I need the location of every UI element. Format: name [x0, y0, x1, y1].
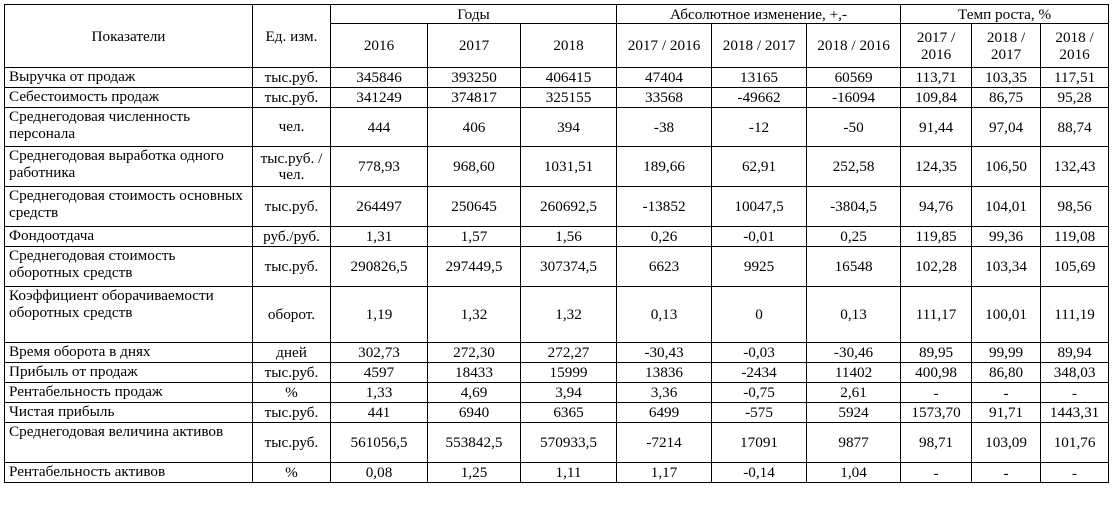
indicator-name: Время оборота в днях — [5, 343, 253, 363]
value-cell: -0,03 — [712, 343, 807, 363]
indicator-name: Себестоимость продаж — [5, 88, 253, 108]
header-rate-period: 2018 / 2017 — [972, 24, 1041, 68]
value-cell: 1,32 — [428, 287, 521, 343]
value-cell: - — [901, 463, 972, 483]
unit-cell: тыс.руб. — [253, 423, 331, 463]
value-cell: 104,01 — [972, 187, 1041, 227]
indicator-name: Коэффициент оборачиваемости оборотных средств — [5, 287, 253, 343]
value-cell: -30,43 — [617, 343, 712, 363]
value-cell: 1,57 — [428, 227, 521, 247]
header-rate-group: Темп роста, % — [901, 5, 1109, 24]
value-cell: -49662 — [712, 88, 807, 108]
value-cell: 105,69 — [1041, 247, 1109, 287]
value-cell: 1,32 — [521, 287, 617, 343]
value-cell: 394 — [521, 108, 617, 147]
value-cell: -3804,5 — [807, 187, 901, 227]
table-row — [5, 108, 1109, 147]
value-cell: 98,71 — [901, 423, 972, 463]
value-cell: 325155 — [521, 88, 617, 108]
value-cell: 111,19 — [1041, 287, 1109, 343]
value-cell: - — [1041, 383, 1109, 403]
indicator-name: Среднегодовая стоимость оборотных средств — [5, 247, 253, 287]
value-cell: 119,08 — [1041, 227, 1109, 247]
header-abs-period: 2017 / 2016 — [617, 24, 712, 68]
indicator-name: Среднегодовая выработка одного работника — [5, 147, 253, 187]
value-cell: 1573,70 — [901, 403, 972, 423]
value-cell: -575 — [712, 403, 807, 423]
value-cell: 47404 — [617, 68, 712, 88]
unit-cell: дней — [253, 343, 331, 363]
value-cell: 1031,51 — [521, 147, 617, 187]
indicator-name: Среднегодовая величина активов — [5, 423, 253, 463]
value-cell: -12 — [712, 108, 807, 147]
value-cell: 264497 — [331, 187, 428, 227]
value-cell: 250645 — [428, 187, 521, 227]
value-cell: 348,03 — [1041, 363, 1109, 383]
value-cell: 1,17 — [617, 463, 712, 483]
value-cell: 189,66 — [617, 147, 712, 187]
value-cell: 341249 — [331, 88, 428, 108]
table-row — [5, 363, 1109, 383]
unit-cell: чел. — [253, 108, 331, 147]
indicator-name: Выручка от продаж — [5, 68, 253, 88]
value-cell: 272,30 — [428, 343, 521, 363]
header-year: 2018 — [521, 24, 617, 68]
table-row — [5, 423, 1109, 463]
value-cell: 6940 — [428, 403, 521, 423]
value-cell: -50 — [807, 108, 901, 147]
unit-cell: % — [253, 383, 331, 403]
value-cell: -0,75 — [712, 383, 807, 403]
value-cell: 1443,31 — [1041, 403, 1109, 423]
value-cell: 91,44 — [901, 108, 972, 147]
value-cell: 60569 — [807, 68, 901, 88]
indicator-name: Рентабельность активов — [5, 463, 253, 483]
value-cell: 561056,5 — [331, 423, 428, 463]
table-row — [5, 247, 1109, 287]
value-cell: -38 — [617, 108, 712, 147]
value-cell: 778,93 — [331, 147, 428, 187]
value-cell: 113,71 — [901, 68, 972, 88]
indicator-name: Рентабельность продаж — [5, 383, 253, 403]
table-row — [5, 403, 1109, 423]
header-year: 2016 — [331, 24, 428, 68]
value-cell: 106,50 — [972, 147, 1041, 187]
value-cell: 101,76 — [1041, 423, 1109, 463]
unit-cell: оборот. — [253, 287, 331, 343]
value-cell: 406 — [428, 108, 521, 147]
value-cell: -0,01 — [712, 227, 807, 247]
value-cell: 307374,5 — [521, 247, 617, 287]
value-cell: 0,26 — [617, 227, 712, 247]
value-cell: -16094 — [807, 88, 901, 108]
value-cell: 9877 — [807, 423, 901, 463]
indicator-name: Фондоотдача — [5, 227, 253, 247]
value-cell: 1,11 — [521, 463, 617, 483]
indicator-name: Чистая прибыль — [5, 403, 253, 423]
value-cell: 86,75 — [972, 88, 1041, 108]
value-cell: 95,28 — [1041, 88, 1109, 108]
value-cell: 109,84 — [901, 88, 972, 108]
unit-cell: % — [253, 463, 331, 483]
unit-cell: тыс.руб. / чел. — [253, 147, 331, 187]
value-cell: 1,04 — [807, 463, 901, 483]
value-cell: 5924 — [807, 403, 901, 423]
value-cell: 99,36 — [972, 227, 1041, 247]
value-cell: - — [1041, 463, 1109, 483]
value-cell: 297449,5 — [428, 247, 521, 287]
value-cell: 0,13 — [617, 287, 712, 343]
value-cell: 4,69 — [428, 383, 521, 403]
value-cell: 94,76 — [901, 187, 972, 227]
unit-cell: тыс.руб. — [253, 403, 331, 423]
value-cell: 91,71 — [972, 403, 1041, 423]
value-cell: 1,56 — [521, 227, 617, 247]
table-row — [5, 68, 1109, 88]
header-rate-period: 2018 / 2016 — [1041, 24, 1109, 68]
value-cell: 374817 — [428, 88, 521, 108]
value-cell: 1,25 — [428, 463, 521, 483]
value-cell: 1,31 — [331, 227, 428, 247]
table-row — [5, 147, 1109, 187]
value-cell: 4597 — [331, 363, 428, 383]
value-cell: 0,13 — [807, 287, 901, 343]
value-cell: 1,33 — [331, 383, 428, 403]
value-cell: 252,58 — [807, 147, 901, 187]
value-cell: 103,34 — [972, 247, 1041, 287]
value-cell: 570933,5 — [521, 423, 617, 463]
value-cell: 16548 — [807, 247, 901, 287]
value-cell: 400,98 — [901, 363, 972, 383]
value-cell: 99,99 — [972, 343, 1041, 363]
header-years-group: Годы — [331, 5, 617, 24]
value-cell: 97,04 — [972, 108, 1041, 147]
value-cell: 89,94 — [1041, 343, 1109, 363]
value-cell: 111,17 — [901, 287, 972, 343]
value-cell: 3,94 — [521, 383, 617, 403]
table-row — [5, 383, 1109, 403]
value-cell: 86,80 — [972, 363, 1041, 383]
indicator-name: Прибыль от продаж — [5, 363, 253, 383]
value-cell: 132,43 — [1041, 147, 1109, 187]
value-cell: 6365 — [521, 403, 617, 423]
header-abs-period: 2018 / 2016 — [807, 24, 901, 68]
value-cell: 0,08 — [331, 463, 428, 483]
indicator-name: Среднегодовая численность персонала — [5, 108, 253, 147]
value-cell: 441 — [331, 403, 428, 423]
value-cell: 6623 — [617, 247, 712, 287]
indicator-name: Среднегодовая стоимость основных средств — [5, 187, 253, 227]
value-cell: -7214 — [617, 423, 712, 463]
table-row — [5, 88, 1109, 108]
table-body — [5, 68, 1109, 483]
table-header — [5, 5, 1109, 68]
header-rate-period: 2017 / 2016 — [901, 24, 972, 68]
value-cell: 272,27 — [521, 343, 617, 363]
analysis-table — [4, 4, 1109, 483]
unit-cell: тыс.руб. — [253, 363, 331, 383]
value-cell: -2434 — [712, 363, 807, 383]
unit-cell: тыс.руб. — [253, 68, 331, 88]
table-row — [5, 227, 1109, 247]
table-row — [5, 287, 1109, 343]
value-cell: 10047,5 — [712, 187, 807, 227]
unit-cell: тыс.руб. — [253, 187, 331, 227]
value-cell: 1,19 — [331, 287, 428, 343]
header-year: 2017 — [428, 24, 521, 68]
value-cell: 88,74 — [1041, 108, 1109, 147]
value-cell: 103,09 — [972, 423, 1041, 463]
value-cell: 15999 — [521, 363, 617, 383]
value-cell: 553842,5 — [428, 423, 521, 463]
value-cell: 3,36 — [617, 383, 712, 403]
value-cell: 117,51 — [1041, 68, 1109, 88]
header-abs-period: 2018 / 2017 — [712, 24, 807, 68]
value-cell: -13852 — [617, 187, 712, 227]
table-row — [5, 343, 1109, 363]
value-cell: -0,14 — [712, 463, 807, 483]
table-row — [5, 187, 1109, 227]
value-cell: 290826,5 — [331, 247, 428, 287]
header-abs-group: Абсолютное изменение, +,- — [617, 5, 901, 24]
value-cell: 260692,5 — [521, 187, 617, 227]
value-cell: 13165 — [712, 68, 807, 88]
value-cell: 9925 — [712, 247, 807, 287]
value-cell: 102,28 — [901, 247, 972, 287]
header-indicator: Показатели — [5, 5, 253, 68]
value-cell: 444 — [331, 108, 428, 147]
header-unit: Ед. изм. — [253, 5, 331, 68]
value-cell: - — [972, 383, 1041, 403]
unit-cell: руб./руб. — [253, 227, 331, 247]
value-cell: 103,35 — [972, 68, 1041, 88]
value-cell: - — [972, 463, 1041, 483]
value-cell: 119,85 — [901, 227, 972, 247]
value-cell: 968,60 — [428, 147, 521, 187]
value-cell: 302,73 — [331, 343, 428, 363]
value-cell: 89,95 — [901, 343, 972, 363]
value-cell: 11402 — [807, 363, 901, 383]
value-cell: 406415 — [521, 68, 617, 88]
value-cell: - — [901, 383, 972, 403]
value-cell: 124,35 — [901, 147, 972, 187]
value-cell: 18433 — [428, 363, 521, 383]
value-cell: 0,25 — [807, 227, 901, 247]
unit-cell: тыс.руб. — [253, 88, 331, 108]
unit-cell: тыс.руб. — [253, 247, 331, 287]
value-cell: -30,46 — [807, 343, 901, 363]
value-cell: 2,61 — [807, 383, 901, 403]
value-cell: 393250 — [428, 68, 521, 88]
value-cell: 33568 — [617, 88, 712, 108]
value-cell: 62,91 — [712, 147, 807, 187]
value-cell: 13836 — [617, 363, 712, 383]
value-cell: 100,01 — [972, 287, 1041, 343]
value-cell: 6499 — [617, 403, 712, 423]
value-cell: 98,56 — [1041, 187, 1109, 227]
table-row — [5, 463, 1109, 483]
value-cell: 0 — [712, 287, 807, 343]
value-cell: 17091 — [712, 423, 807, 463]
value-cell: 345846 — [331, 68, 428, 88]
